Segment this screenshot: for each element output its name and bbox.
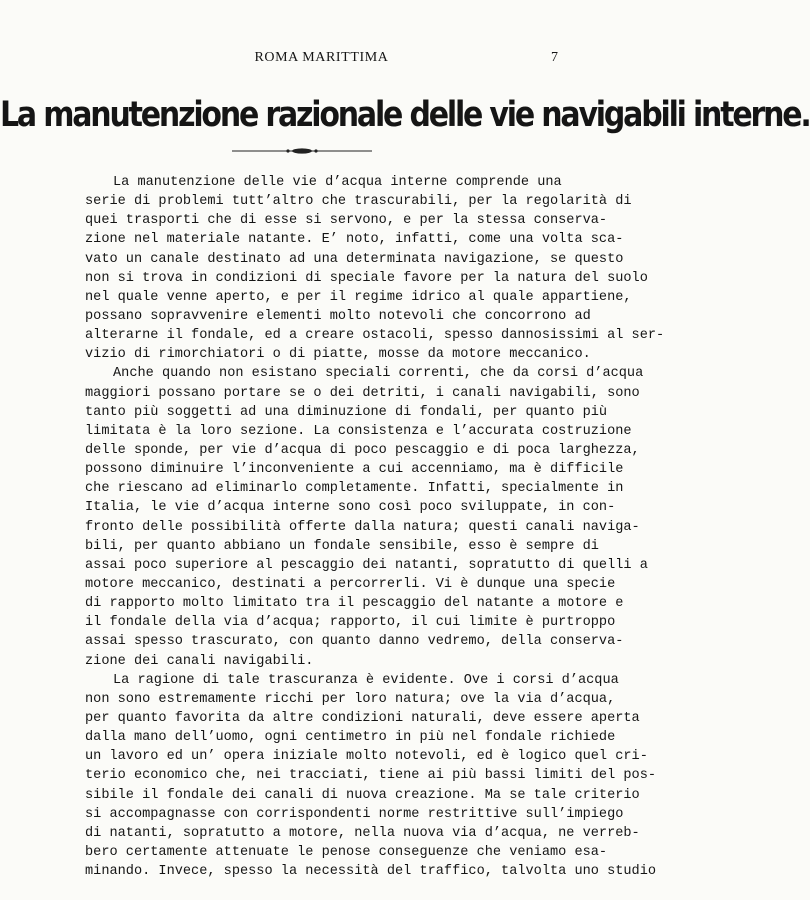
text-line: terio economico che, nei tracciati, tiene ai più bassi limiti del pos- bbox=[85, 768, 657, 784]
text-line: Anche quando non esistano speciali correnti, che da corsi d’acqua bbox=[113, 366, 644, 382]
text-line: delle sponde, per vie d’acqua di poco pescaggio e di poca larghezza, bbox=[85, 442, 640, 458]
text-line: bili, per quanto abbiano un fondale sensibile, esso è sempre di bbox=[85, 538, 599, 554]
text-line: per quanto favorita da altre condizioni naturali, deve essere aperta bbox=[85, 710, 640, 726]
running-head bbox=[0, 50, 643, 70]
text-line: fronto delle possibilità offerte dalla natura; questi canali naviga- bbox=[85, 519, 640, 535]
text-line: il fondale della via d’acqua; rapporto, il cui limite è purtroppo bbox=[85, 615, 616, 631]
text-line: bero certamente attenuate le penose conseguenze che veniamo esa- bbox=[85, 844, 608, 860]
text-line: quei trasporti che di esse si servono, e per la stessa conserva- bbox=[85, 213, 608, 229]
text-line: vizio di rimorchiatori o di piatte, mosse da motore meccanico. bbox=[85, 347, 591, 363]
page-number: 7 bbox=[551, 50, 558, 65]
text-line: non sono estremamente ricchi per loro natura; ove la via d’acqua, bbox=[85, 691, 616, 707]
text-line: di natanti, sopratutto a motore, nella nuova via d’acqua, ne verreb- bbox=[85, 825, 640, 841]
text-line: motore meccanico, destinati a percorrerli. Vi è dunque una specie bbox=[85, 576, 616, 592]
text-line: si accompagnasse con corrispondenti norme restrittive sull’impiego bbox=[85, 806, 624, 822]
text-line: dalla mano dell’uomo, ogni centimetro in più nel fondale richiede bbox=[85, 730, 616, 746]
article-title: La manutenzione razionale delle vie navigabili interne. bbox=[0, 95, 810, 136]
journal-name: ROMA MARITTIMA bbox=[254, 50, 389, 65]
text-line: minando. Invece, spesso la necessità del traffico, talvolta uno studio bbox=[85, 864, 657, 880]
text-line: La ragione di tale trascuranza è evidente. Ove i corsi d’acqua bbox=[113, 672, 619, 688]
article-body bbox=[85, 173, 665, 881]
text-line: un lavoro ed un’ opera iniziale molto notevoli, ed è logico quel cri- bbox=[85, 749, 648, 765]
text-line: possano sopravvenire elementi molto notevoli che concorrono ad bbox=[85, 308, 591, 324]
text-line: vato un canale destinato ad una determinata navigazione, se questo bbox=[85, 251, 624, 267]
text-line: zione nel materiale natante. E’ noto, infatti, come una volta sca- bbox=[85, 232, 624, 248]
text-line: assai poco superiore al pescaggio dei natanti, sopratutto di quelli a bbox=[85, 557, 648, 573]
text-line: zione dei canali navigabili. bbox=[85, 653, 314, 669]
text-line: tanto più soggetti ad una diminuzione di fondali, per quanto più bbox=[85, 404, 608, 420]
text-line: sibile il fondale dei canali di nuova creazione. Ma se tale criterio bbox=[85, 787, 640, 803]
text-line: che riescano ad eliminarlo completamente. Infatti, specialmente in bbox=[85, 481, 624, 497]
text-line: maggiori possano portare se o dei detriti, i canali navigabili, sono bbox=[85, 385, 640, 401]
text-line: limitata è la loro sezione. La consistenza e l’accurata costruzione bbox=[85, 423, 632, 439]
text-line: assai spesso trascurato, con quanto danno vedremo, della conserva- bbox=[85, 634, 624, 650]
text-line: La manutenzione delle vie d’acqua interne comprende una bbox=[113, 175, 562, 190]
text-line: possono diminuire l’inconveniente a cui accenniamo, ma è difficile bbox=[85, 462, 624, 478]
text-line: Italia, le vie d’acqua interne sono così poco sviluppate, in con- bbox=[85, 500, 616, 516]
text-line: nel quale venne aperto, e per il regime idrico al quale appartiene, bbox=[85, 289, 632, 305]
text-line: non si trova in condizioni di speciale favore per la natura del suolo bbox=[85, 270, 648, 286]
text-line: alterarne il fondale, ed a creare ostacoli, spesso dannosissimi al ser- bbox=[85, 328, 665, 344]
text-line: serie di problemi tutt’altro che trascurabili, per la regolarità di bbox=[85, 194, 632, 210]
title-ornament bbox=[232, 147, 372, 155]
text-line: di rapporto molto limitato tra il pescaggio del natante a motore e bbox=[85, 596, 624, 612]
